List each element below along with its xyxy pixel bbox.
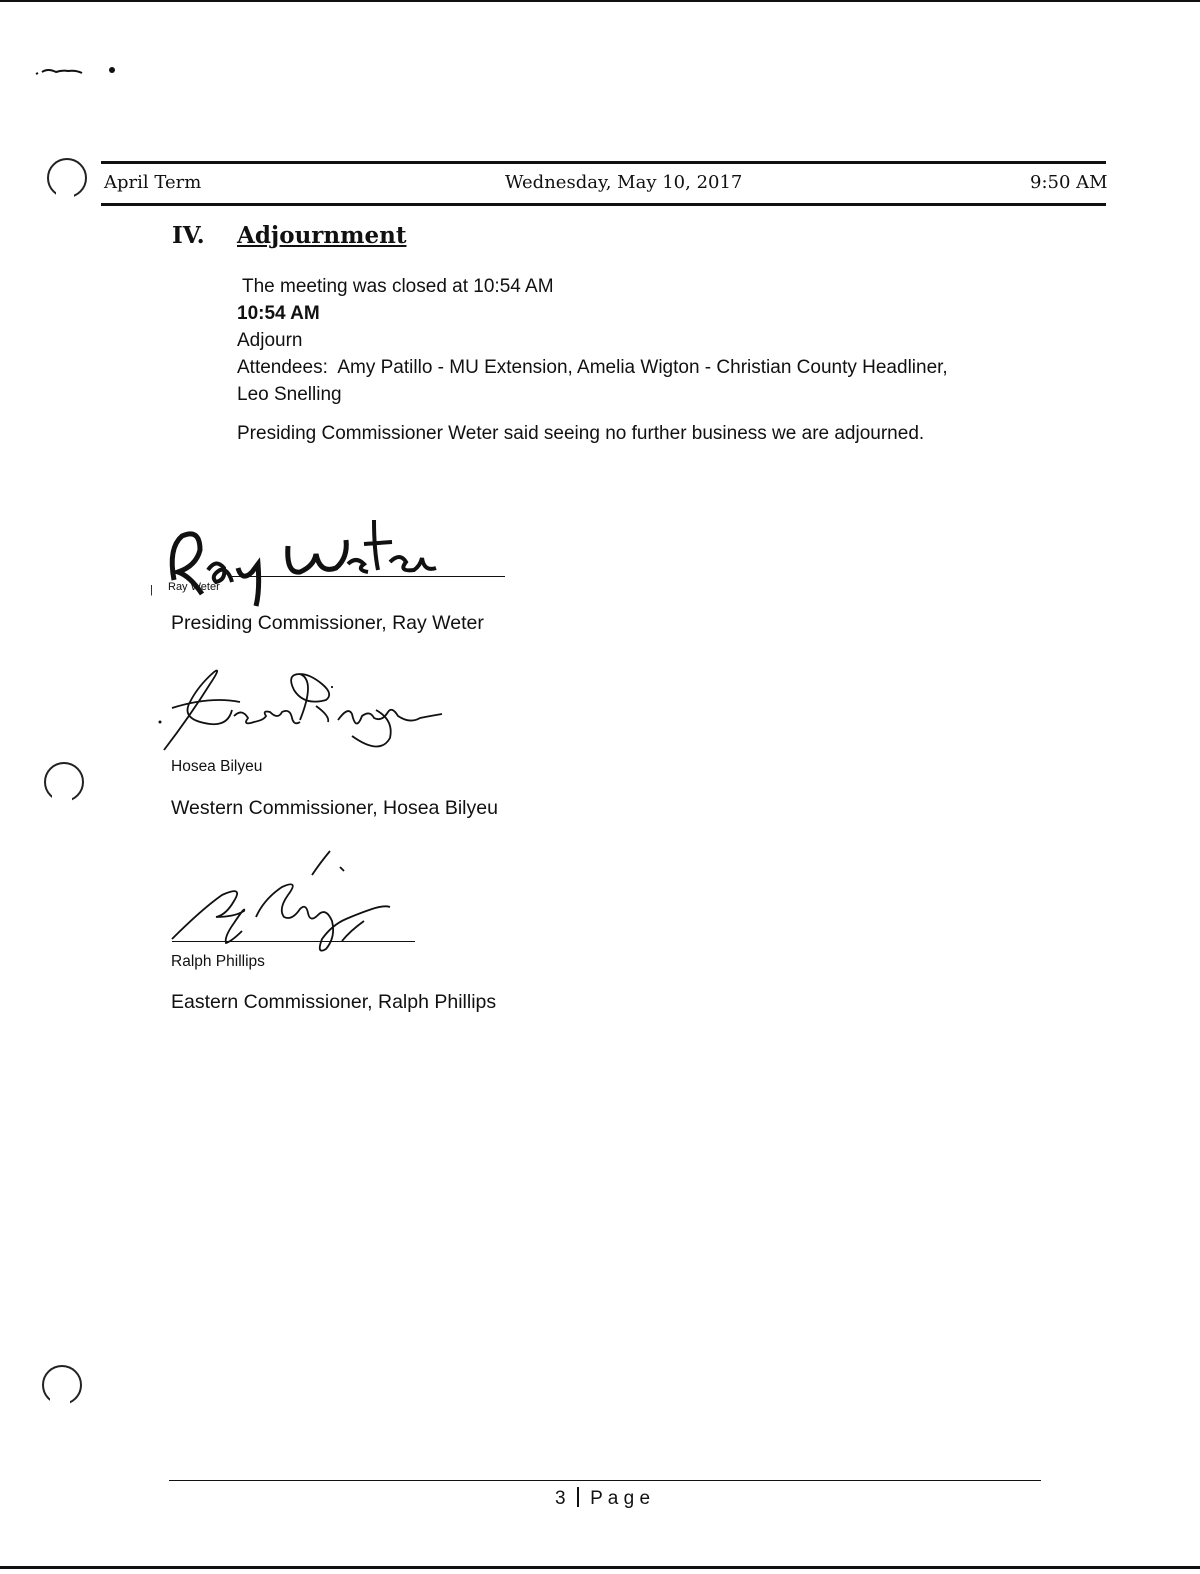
- signature-line: [172, 941, 415, 942]
- page-separator: [577, 1487, 579, 1507]
- section-title: Adjournment: [237, 222, 407, 249]
- hole-gap: [56, 188, 74, 198]
- page-footer: [555, 1487, 650, 1510]
- attendees-line-1: Attendees: Amy Patillo - MU Extension, Amelia Wigton - Christian County Headliner,: [237, 357, 948, 378]
- attendees-line-2: Leo Snelling: [237, 384, 342, 405]
- page-number: 3: [555, 1488, 566, 1509]
- hole-gap: [50, 1395, 70, 1405]
- signature-hosea-bilyeu: [150, 660, 460, 760]
- header-term: April Term: [104, 172, 202, 193]
- footer-rule: [169, 1480, 1041, 1481]
- signature-printed-name: Ray Weter: [168, 581, 220, 593]
- closed-line: The meeting was closed at 10:54 AM: [242, 276, 554, 297]
- signature-printed-name: Ralph Phillips: [171, 953, 265, 970]
- signature-ray-weter: [160, 510, 460, 610]
- closing-time: 10:54 AM: [237, 303, 320, 324]
- signer-title: Western Commissioner, Hosea Bilyeu: [171, 797, 498, 819]
- signature-line: [232, 576, 505, 577]
- signature-ralph-phillips: [160, 845, 430, 955]
- signature-printed-name: Hosea Bilyeu: [171, 758, 263, 775]
- signature-scan-mark: |: [150, 584, 153, 596]
- header-bottom-rule: [101, 203, 1106, 206]
- scan-top-edge: [0, 0, 1200, 2]
- closing-statement: Presiding Commissioner Weter said seeing no further business we are adjourned.: [237, 423, 925, 444]
- section-number: IV.: [172, 222, 205, 249]
- hole-gap: [52, 792, 72, 802]
- header-date: Wednesday, May 10, 2017: [505, 172, 743, 193]
- header-top-rule: [101, 161, 1106, 164]
- signer-title: Presiding Commissioner, Ray Weter: [171, 612, 484, 634]
- scan-speck: [28, 60, 128, 84]
- adjourn-action: Adjourn: [237, 330, 303, 351]
- signer-title: Eastern Commissioner, Ralph Phillips: [171, 991, 497, 1013]
- scan-bottom-edge: [0, 1566, 1200, 1569]
- page-label: P a g e: [590, 1488, 651, 1509]
- header-time: 9:50 AM: [1030, 172, 1108, 193]
